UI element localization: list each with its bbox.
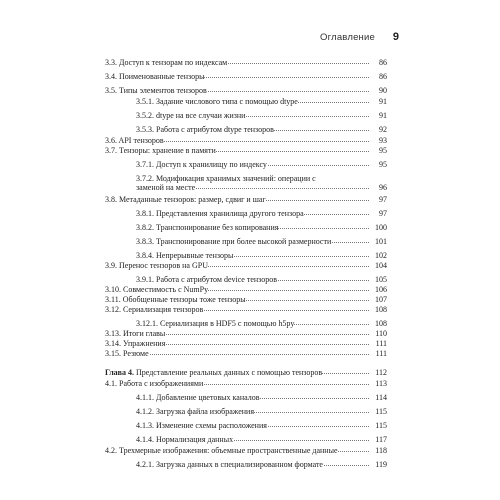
toc-entry (105, 58, 387, 67)
toc-entry (105, 393, 387, 402)
toc-entry-title: 4.1.1. Добавление цветовых каналов (136, 393, 260, 402)
toc-entry-page: 114 (375, 393, 387, 402)
toc-entry-title: 3.8. Метаданные тензоров: размер, сдвиг и шаг (105, 195, 266, 204)
toc-entry-title: 3.5.3. Работа с атрибутом dtype тензоров (136, 125, 274, 134)
toc-entry (105, 319, 387, 328)
toc-entry (105, 295, 387, 304)
toc-entry (105, 223, 387, 232)
toc-entry-title: 3.6. API тензоров (105, 136, 164, 145)
toc-entry (105, 275, 387, 284)
toc-entry-title: 3.12. Сериализация тензоров (105, 305, 204, 314)
toc-entry (105, 111, 387, 120)
toc-entry (105, 407, 387, 416)
toc-entry (105, 136, 387, 145)
toc-entry-page: 91 (379, 111, 387, 120)
toc-entry-page: 112 (375, 368, 387, 377)
toc-entry (105, 305, 387, 314)
toc-entry-title: 4.1.3. Изменение схемы расположения (136, 421, 267, 430)
toc-entry-page: 86 (379, 72, 387, 81)
toc-entry-page: 117 (375, 435, 387, 444)
toc-entry-title: 4.1.2. Загрузка файла изображения (136, 407, 254, 416)
toc-entry (105, 125, 387, 134)
toc-entry-page: 118 (375, 446, 387, 455)
toc-entry-page: 96 (379, 183, 387, 192)
toc-entry-page: 107 (375, 295, 387, 304)
toc-entry-title: 3.8.4. Непрерывные тензоры (136, 251, 234, 260)
toc-entry (105, 446, 387, 455)
toc-entry-title: 3.7.2. Модификация хранимых значений: операции с заменой на месте (136, 174, 316, 192)
toc-entry-page: 104 (375, 261, 387, 270)
toc-entry-page: 119 (375, 460, 387, 469)
toc-entry-page: 110 (375, 329, 387, 338)
toc-entry-page: 101 (375, 237, 387, 246)
toc-entry-title: 3.3. Доступ к тензорам по индексам (105, 58, 228, 67)
toc-entry (105, 460, 387, 469)
toc-entry-title: 3.5. Типы элементов тензоров (105, 86, 207, 95)
toc-entry-title: 3.4. Поименованные тензоры (105, 72, 205, 81)
toc-entry-title: 3.11. Обобщенные тензоры тоже тензоры (105, 295, 246, 304)
toc-entry (105, 237, 387, 246)
toc-entry (105, 261, 387, 270)
toc-entry-page: 102 (375, 251, 387, 260)
toc-entry-title: Представление реальных данных с помощью тензоров (136, 368, 323, 377)
toc-entry-title: 3.8.3. Транспонирование при более высокой размерности (136, 237, 332, 246)
toc-entry-page: 86 (379, 58, 387, 67)
toc-entry (105, 435, 387, 444)
toc-entry (105, 97, 387, 106)
toc-entry-page: 108 (375, 305, 387, 314)
table-of-contents (105, 53, 387, 469)
toc-entry-page: 92 (379, 125, 387, 134)
toc-entry-page: 90 (379, 86, 387, 95)
toc-entry-title: 3.9.1. Работа с атрибутом device тензоров (136, 275, 278, 284)
toc-entry-page: 108 (375, 319, 387, 328)
toc-entry-title: 3.9. Перенос тензоров на GPU (105, 261, 208, 270)
toc-entry (105, 349, 387, 358)
toc-entry-title: 3.7. Тензоры: хранение в памяти (105, 146, 216, 155)
toc-entry-title: 3.10. Совместимость с NumPy (105, 285, 209, 294)
toc-entry-page: 115 (375, 407, 387, 416)
page-number: 9 (392, 31, 399, 43)
toc-entry-page: 95 (379, 146, 387, 155)
toc-entry-title: 4.2. Трехмерные изображения: объемные пространственные данные (105, 446, 338, 455)
toc-entry (105, 174, 387, 192)
toc-entry (105, 251, 387, 260)
toc-entry (105, 86, 387, 95)
toc-entry (105, 146, 387, 155)
toc-entry-page: 111 (375, 339, 387, 348)
toc-entry-page: 115 (375, 421, 387, 430)
toc-entry-title: 3.5.2. dtype на все случаи жизни (136, 111, 246, 120)
toc-entry-title: 3.15. Резюме (105, 349, 149, 358)
toc-entry-page: 91 (379, 97, 387, 106)
toc-entry-title: 4.1. Работа с изображениями (105, 379, 204, 388)
toc-entry (105, 285, 387, 294)
toc-entry-title: 3.13. Итоги главы (105, 329, 166, 338)
toc-entry (105, 379, 387, 388)
chapter-label: Глава 4. (105, 368, 134, 377)
toc-entry-title: 3.7.1. Доступ к хранилищу по индексу (136, 160, 267, 169)
toc-entry (105, 195, 387, 204)
toc-chapter-entry (105, 368, 387, 377)
toc-entry-title: 3.12.1. Сериализация в HDF5 с помощью h5py (136, 319, 295, 328)
toc-entry (105, 329, 387, 338)
toc-entry-title: 3.8.2. Транспонирование без копирования (136, 223, 279, 232)
toc-entry-page: 100 (375, 223, 387, 232)
running-header (0, 32, 500, 46)
toc-entry-title: 3.5.1. Задание числового типа с помощью dtype (136, 97, 298, 106)
toc-entry-page: 93 (379, 136, 387, 145)
toc-entry-page: 95 (379, 160, 387, 169)
toc-entry-page: 111 (375, 349, 387, 358)
toc-entry-page: 105 (375, 275, 387, 284)
toc-entry (105, 72, 387, 81)
toc-entry (105, 209, 387, 218)
toc-entry-title: 4.2.1. Загрузка данных в специализированном формате (136, 460, 323, 469)
toc-entry (105, 160, 387, 169)
toc-entry-page: 97 (379, 195, 387, 204)
header-title: Оглавление (320, 32, 375, 43)
toc-entry-page: 113 (375, 379, 387, 388)
toc-entry-title: 3.8.1. Представления хранилища другого тензора (136, 209, 304, 218)
toc-entry-title: 3.14. Упражнения (105, 339, 166, 348)
toc-entry (105, 339, 387, 348)
toc-entry (105, 421, 387, 430)
toc-entry-page: 106 (375, 285, 387, 294)
toc-entry-title: 4.1.4. Нормализация данных (136, 435, 234, 444)
toc-entry-page: 97 (379, 209, 387, 218)
